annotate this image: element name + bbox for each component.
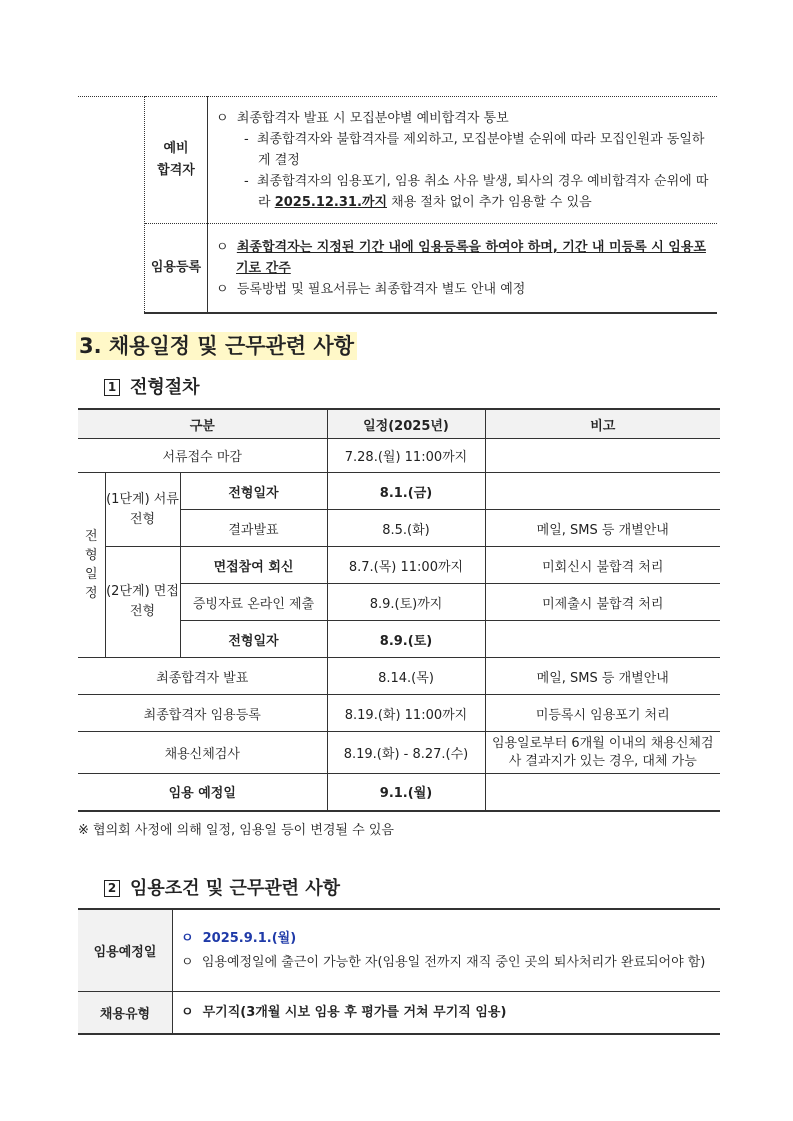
recruitment-rules-table: [78, 96, 717, 314]
table-row: 전형일자 8.9.(토): [78, 621, 720, 658]
start-date-row: [78, 909, 720, 992]
table-row: 결과발표 8.5.(화) 메일, SMS 등 개별안내: [78, 510, 720, 547]
table-row: 증빙자료 온라인 제출 8.9.(토)까지 미제출시 불합격 처리: [78, 584, 720, 621]
header-category: 구분: [78, 409, 327, 439]
number-box: 2: [104, 880, 120, 897]
employment-type-label: 채용유형: [78, 992, 173, 1035]
header-note: 비고: [485, 409, 720, 439]
table-row: 최종합격자 발표 8.14.(목) 메일, SMS 등 개별안내: [78, 658, 720, 695]
number-box: 1: [104, 379, 120, 396]
start-date-value: ㅇ 2025.9.1.(월): [181, 930, 297, 946]
group-label: 전형일정: [84, 529, 98, 601]
table-row: 서류접수 마감 7.28.(월) 11:00까지: [78, 439, 720, 473]
registration-content: [208, 224, 718, 314]
registration-bullet: ㅇ 등록방법 및 필요서류는 최종합격자 별도 안내 예정: [216, 281, 526, 297]
registration-bullet: ㅇ 최종합격자는 지정된 기간 내에 임용등록을 하여야 하며, 기간 내 미등록 시 임용포기로 간주: [216, 239, 706, 276]
reserve-content: [208, 97, 718, 224]
subsection-1-title: 1 전형절차: [104, 373, 200, 399]
registration-row: [78, 224, 717, 314]
schedule-header-row: [78, 409, 720, 439]
section-3-title: 3. 채용일정 및 근무관련 사항: [76, 332, 357, 360]
group-label-cell: [78, 473, 105, 658]
schedule-table: [78, 408, 720, 812]
table-row: 임용 예정일 9.1.(월): [78, 774, 720, 811]
deadline-date: 2025.12.31.까지: [274, 194, 387, 210]
start-date-text: ㅇ 임용예정일에 출근이 가능한 자(임용일 전까지 재직 중인 곳의 퇴사처리가 완료되어야 함): [181, 954, 706, 970]
reserve-row: [78, 97, 717, 224]
table-row: 최종합격자 임용등록 8.19.(화) 11:00까지 미등록시 임용포기 처리: [78, 695, 720, 732]
reserve-sub-item: - 최종합격자와 불합격자를 제외하고, 모집분야별 순위에 따라 모집인원과 동일하게 결정: [244, 131, 705, 168]
category-cell: [78, 97, 145, 314]
employment-type-row: [78, 992, 720, 1035]
table-row: (2단계) 면접전형 면접참여 회신 8.7.(목) 11:00까지 미회신시 불합격 처리: [78, 547, 720, 584]
schedule-footnote: ※ 협의회 사정에 의해 일정, 임용일 등이 변경될 수 있음: [78, 823, 394, 838]
table-row: 전형일정 (1단계) 서류전형 전형일자 8.1.(금): [78, 473, 720, 510]
start-date-label: 임용예정일: [78, 909, 173, 992]
subsection-2-title: 2 임용조건 및 근무관련 사항: [104, 874, 340, 900]
registration-label: 임용등록: [145, 224, 208, 314]
conditions-table: [78, 908, 720, 1035]
stage-1-label: (1단계) 서류전형: [105, 473, 180, 547]
table-row: 채용신체검사 8.19.(화) - 8.27.(수) 임용일로부터 6개월 이내의 채용신체검사 결과지가 있는 경우, 대체 가능: [78, 732, 720, 774]
reserve-sub-item: - 최종합격자의 임용포기, 임용 취소 사유 발생, 퇴사의 경우 예비합격자 순위에 따라 2025.12.31.까지 채용 절차 없이 추가 임용할 수 있음: [244, 173, 709, 210]
reserve-bullet: ㅇ 최종합격자 발표 시 모집분야별 예비합격자 통보: [216, 110, 509, 126]
employment-type-content: ㅇ 무기직(3개월 시보 임용 후 평가를 거쳐 무기직 임용): [173, 992, 721, 1035]
start-date-content: [173, 909, 721, 992]
reserve-label: 예비 합격자: [145, 97, 208, 224]
stage-2-label: (2단계) 면접전형: [105, 547, 180, 658]
header-date: 일정(2025년): [327, 409, 485, 439]
